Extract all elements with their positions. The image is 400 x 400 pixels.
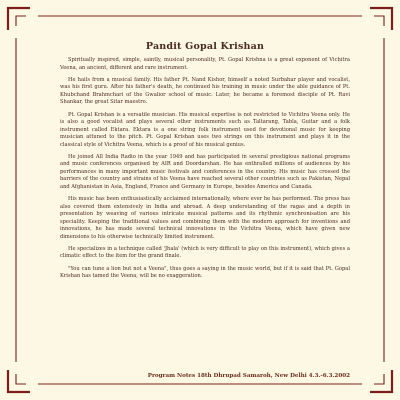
footer-note: Program Notes 18th Dhrupad Samaroh, New Delhi 4.3.-6.3.2002 [147,373,350,379]
paragraph: He specializes in a technique called 'Jhala' (which is very difficult to play on this instrument), which gives a climatic effect to the item for the grand finale. [60,245,350,260]
corner-bottom-left [8,370,30,392]
corner-bottom-right [370,370,392,392]
corner-top-right [370,8,392,30]
page-title: Pandit Gopal Krishan [145,41,265,52]
paragraph: Spiritually inspired, simple, saintly, musical personality, Pt. Gopal Krishna is a great exponent of Vichitra Veena, an ancient, different and rare instrument. [60,57,350,71]
paragraph: He hails from a musical family. His father Pt. Nand Kishor, himself a noted Surbahar player and vocalist, was his first guru. After his father's death, he continued his training in music under the able guidance of Pt. Khubchand Brahmchari of the Gwalior school of music. Later, he became a foremost disciple of Pt. Ravi Shankar, the great Sitar maestro. [60,76,350,106]
paragraph: His music has been enthusiastically acclaimed internationally, where ever he has performed. The press has also covered them extensively in India and abroad. A deep understanding of the ragas and a depth in presentation by weaving of various intricate musical patterns and its rhythmic synchronisation are his speciality. Keeping the traditional values and combining them with the modern approach for inventions and innovations, he has made several technical innovations in the Vichitra Veena, which have given new dimensions to his otherwise technically limited instrument. [60,196,350,240]
paragraph: Pt. Gopal Krishan is a versatile musician. His musical expertise is not restricted to Vichitra Veena only. He is also a good vocalist and plays several other instruments such as Taltarang, Tabla, Guitar and a folk instrument called Ektara. Ektara is a one string folk instrument used for devotional music for keeping musician attuned to the pitch. Pt. Gopal Krishan uses two strings on this instrument and plays it in the classical style of Vichitra Veena, which is a proof of his musical genius. [60,111,350,148]
corner-top-left [8,8,30,30]
paragraph: He joined All India Radio in the year 1949 and has participated in several prestigious national programs and music conferences organised by AIR and Doordarshan. He has enthralled millions of audiences by his performances in many important music festivals and conferences in the country. His music has crossed the barriers of the country and strains of his Veena have reached several other countries such as Pakistan, Nepal and Afghanistan in Asia, England, France and Germany in Europe, besides America and Canada. [60,153,350,190]
article [60,41,350,286]
paragraph: "You can tune a lion but not a Veena", thus goes a saying in the music world, but if it is said that Pt. Gopal Krishan has tamed the Veena, will be no exaggeration. [60,265,350,280]
